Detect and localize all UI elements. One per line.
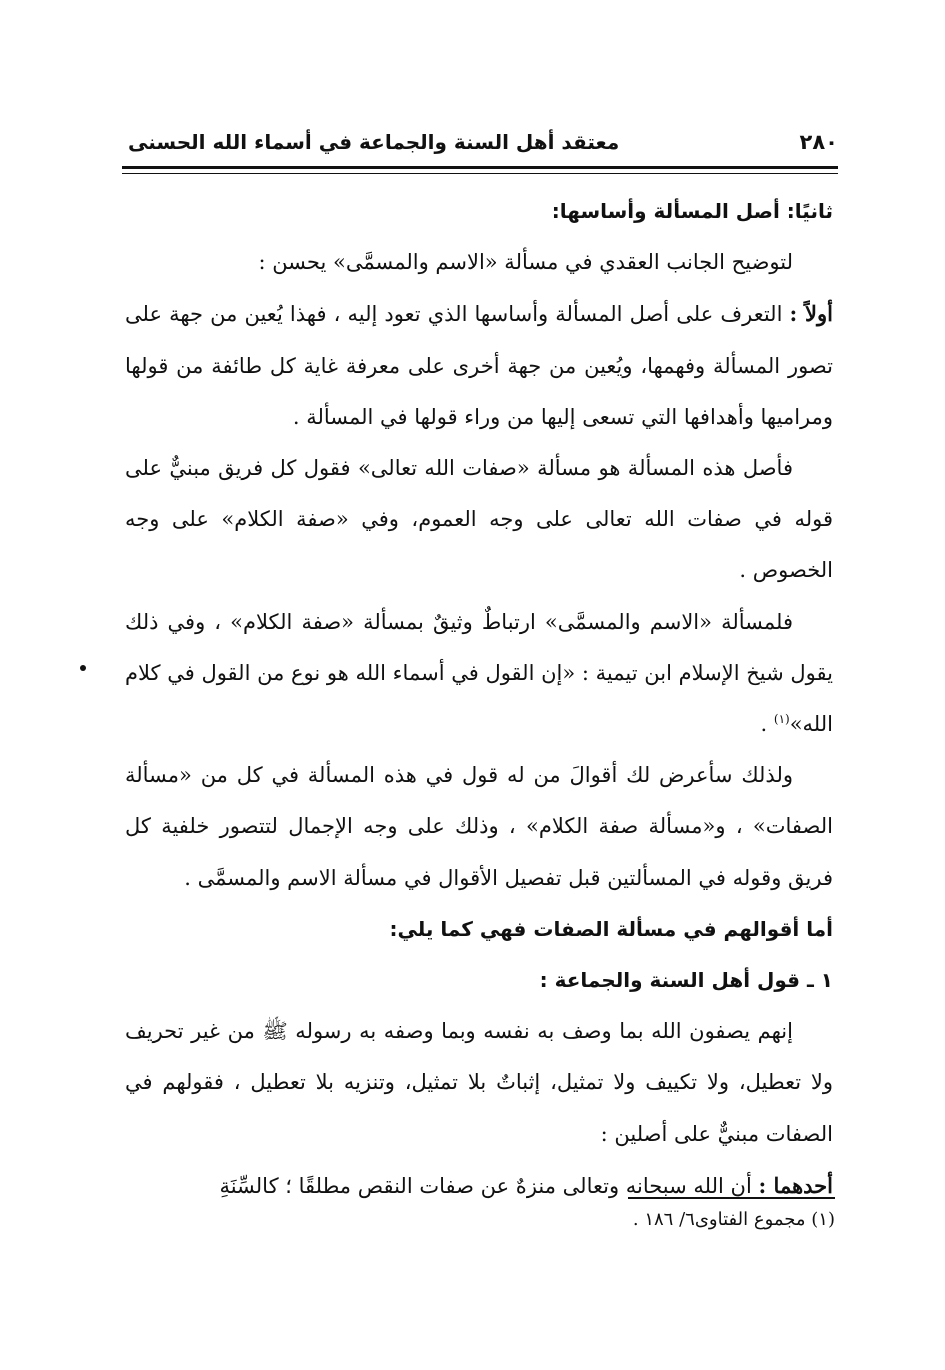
header-rule-thin <box>122 173 838 174</box>
paragraph <box>125 1160 833 1212</box>
item-heading: ١ ـ قول أهل السنة والجماعة : <box>539 968 833 993</box>
paragraph-text: التعرف على أصل المسألة وأساسها الذي تعود إليه ، فهذا يُعين من جهة على تصور المسألة وفهمها، ويُعين من جهة أخرى على معرفة غاية كل طائفة من قولها ومراميها وأهدافها التي تسعى إليها من وراء قولها في المسألة . <box>125 302 833 429</box>
margin-dot <box>80 665 86 671</box>
page-number: ٢٨٠ <box>799 130 838 154</box>
paragraph: ولذلك سأعرض لك أقوالَ من له قول في هذه المسألة في كل من «مسألة الصفات» ، و«مسألة صفة الكلام» ، وذلك على وجه الإجمال لتتصور خلفية كل فريق وقوله في المسألتين قبل تفصيل الأقوال في مسألة الاسم والمسمَّى . <box>125 763 833 890</box>
page-header <box>122 128 838 162</box>
footnote-reference[interactable]: (١) <box>773 712 790 727</box>
running-title: معتقد أهل السنة والجماعة في أسماء الله الحسنى <box>128 130 620 154</box>
paragraph-end: . <box>760 712 774 737</box>
paragraph <box>125 597 833 751</box>
paragraph: إنهم يصفون الله بما وصف به نفسه وبما وصفه به رسوله ﷺ من غير تحريف ولا تعطيل، ولا تكييف ولا تمثيل، إثباتٌ بلا تمثيل، وتنزيه بلا تعطيل ، فقولهم في الصفات مبنيٌّ على أصلين : <box>125 1019 833 1146</box>
paragraph-lead: أولاً : <box>789 301 834 327</box>
paragraph-lead: أحدهما : <box>758 1172 833 1198</box>
paragraph-text: فلمسألة «الاسم والمسمَّى» ارتباطٌ وثيقٌ بمسألة «صفة الكلام» ، وفي ذلك يقول شيخ الإسلام ابن تيمية : «إن القول في أسماء الله هو نوع من القول في كلام الله» <box>125 609 833 737</box>
paragraph-text: أن الله سبحانه وتعالى منزهٌ عن صفات النقص مطلقًا ؛ كالسِّنَةِ <box>219 1173 759 1198</box>
footnote-rule <box>628 1197 835 1199</box>
header-rule-thick <box>122 166 838 169</box>
paragraph: فأصل هذه المسألة هو مسألة «صفات الله تعالى» فقول كل فريق مبنيٌّ على قوله في صفات الله تعالى على وجه العموم، وفي «صفة الكلام» على وجه الخصوص . <box>125 456 833 583</box>
page-body <box>125 186 833 1212</box>
subsection-heading: أما أقوالهم في مسألة الصفات فهي كما يلي: <box>389 916 833 941</box>
paragraph <box>125 288 833 443</box>
paragraph: لتوضيح الجانب العقدي في مسألة «الاسم والمسمَّى» يحسن : <box>258 250 793 275</box>
section-heading: ثانيًا: أصل المسألة وأساسها: <box>551 199 833 223</box>
footnote: (١) مجموع الفتاوى٦/ ١٨٦ . <box>632 1209 835 1230</box>
